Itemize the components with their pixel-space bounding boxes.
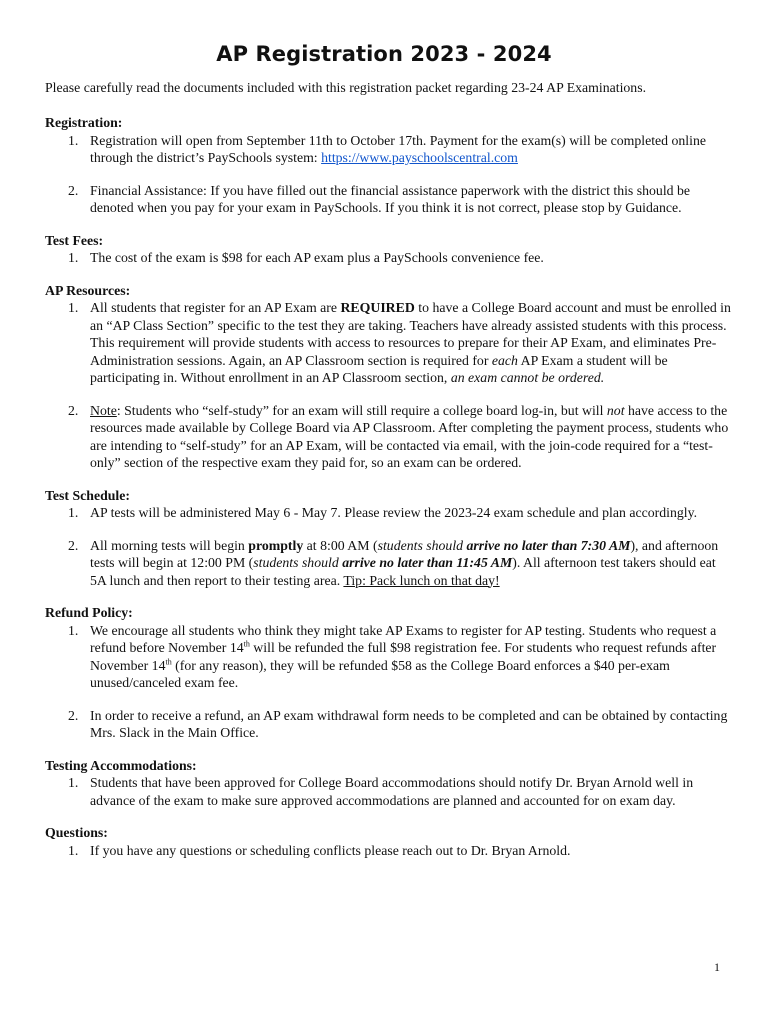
section-ap-resources [45, 282, 735, 472]
refund-policy-list [45, 622, 735, 742]
item-number: 1. [68, 505, 79, 520]
section-test-fees [45, 232, 735, 267]
note-label: Note [90, 402, 117, 418]
item-text: The cost of the exam is $98 for each AP exam plus a PaySchools convenience fee. [90, 250, 544, 265]
ordinal-suffix: th [165, 656, 172, 666]
item-number: 2. [68, 537, 79, 553]
section-refund-policy [45, 604, 735, 742]
item-text: All students that register for an AP Exam are [90, 300, 341, 315]
payschools-link[interactable]: https://www.payschoolscentral.com [321, 150, 518, 165]
item-number: 2. [68, 182, 79, 198]
list-item [45, 842, 735, 860]
item-number: 2. [68, 707, 79, 723]
section-heading: Test Schedule: [45, 487, 130, 503]
list-item [45, 504, 735, 522]
emphasis-cannot-order: an exam cannot be ordered. [450, 370, 605, 385]
page-title: AP Registration 2023 - 2024 [216, 42, 552, 66]
list-item [45, 402, 735, 472]
page-number: 1 [714, 960, 720, 974]
list-item [45, 132, 735, 167]
section-test-schedule [45, 487, 735, 590]
emphasis-arrival-morning: arrive no later than 7:30 AM [466, 537, 631, 553]
section-heading: Refund Policy: [45, 605, 133, 620]
list-item [45, 622, 735, 692]
item-text: Financial Assistance: If you have filled out the financial assistance paperwork with the district this should be denoted when you pay for your exam in PaySchools. If you think it is not correct, please stop by Guidance. [90, 182, 691, 215]
item-text: Registration will open from September 11th to October 17th. Payment for the exam(s) will be completed online through the district’s PaySchools system: [90, 132, 706, 165]
item-text: ), and afternoon tests will begin at 12:00 PM ( [90, 537, 719, 570]
item-number: 1. [68, 775, 79, 790]
list-item [45, 774, 735, 809]
intro-paragraph: Please carefully read the documents included with this registration packet regarding 23-24 AP Examinations. [45, 80, 647, 95]
item-text: If you have any questions or scheduling conflicts please reach out to Dr. Bryan Arnold. [90, 842, 571, 858]
item-number: 2. [68, 402, 79, 418]
section-testing-accommodations [45, 757, 735, 810]
item-number: 1. [68, 842, 79, 858]
emphasis-each: each [491, 352, 518, 368]
item-text: at 8:00 AM ( [303, 537, 378, 553]
item-number: 1. [68, 300, 79, 315]
questions-list [45, 842, 735, 860]
emphasis-promptly: promptly [248, 537, 304, 553]
emphasis-students-should: students should [253, 555, 343, 570]
item-text: All morning tests will begin [90, 537, 249, 553]
item-text: We encourage all students who think they might take AP Exams to register for AP testing. Students who request a refund before November 14 [90, 622, 717, 655]
emphasis-not: not [606, 402, 625, 418]
item-text: AP Exam a student will be participating in. Without enrollment in an AP Classroom section, [90, 352, 668, 385]
ordinal-suffix: th [243, 639, 250, 649]
test-schedule-list [45, 504, 735, 589]
list-item [45, 249, 735, 267]
item-text: : Students who “self-study” for an exam will still require a college board log-in, but will [116, 402, 607, 418]
section-heading: Registration: [45, 115, 123, 130]
list-item [45, 537, 735, 590]
item-text: will be refunded the full $98 registration fee. For students who request refunds after November 14 [90, 640, 717, 673]
testing-accommodations-list [45, 774, 735, 809]
section-questions [45, 824, 735, 859]
item-text: In order to receive a refund, an AP exam withdrawal form needs to be completed and can be obtained by contacting Mrs. Slack in the Main Office. [90, 707, 728, 740]
ap-resources-list [45, 299, 735, 472]
item-number: 1. [68, 250, 79, 265]
item-text: to have a College Board account and must be enrolled in an “AP Class Section” specific to the test they are taking. Teachers have already assisted students with this process. This requirement will provide students with access to resources to prepare for their AP Exam, and eliminates Pre-Administration sessions. Again, an AP Classroom section is required for [90, 300, 731, 368]
section-heading: Questions: [45, 825, 108, 840]
section-registration [45, 114, 735, 217]
section-heading: Test Fees: [45, 232, 104, 248]
item-text: AP tests will be administered May 6 - May 7. Please review the 2023-24 exam schedule and plan accordingly. [90, 505, 698, 520]
emphasis-required: REQUIRED [340, 300, 415, 315]
sections [45, 114, 735, 874]
item-text: ). All afternoon test takers should eat 5A lunch and then report to their testing area. [90, 555, 716, 588]
list-item [45, 707, 735, 742]
emphasis-arrival-afternoon: arrive no later than 11:45 AM [342, 555, 513, 570]
registration-list [45, 132, 735, 217]
item-number: 1. [68, 622, 79, 638]
item-text: Students that have been approved for College Board accommodations should notify Dr. Bryan Arnold well in advance of the exam to make sure approved accommodations are planned and accounted for on exam day. [90, 775, 694, 808]
section-heading: AP Resources: [45, 282, 131, 298]
test-fees-list [45, 249, 735, 267]
item-text: (for any reason), they will be refunded $58 as the College Board enforces a $40 per-exam unused/canceled exam fee. [90, 657, 670, 690]
item-text: have access to the resources made available by College Board via AP Classroom. After completing the payment process, students who are intending to “self-study” for an AP Exam, will be contacted via email, with the join-code required for a “test-only” section of the respective exam they paid for, so an exam can be ordered. [90, 402, 729, 470]
list-item [45, 299, 735, 387]
tip-text: Tip: Pack lunch on that day! [343, 572, 500, 588]
item-number: 1. [68, 132, 79, 148]
emphasis-students-should: students should [377, 537, 467, 553]
section-heading: Testing Accommodations: [45, 757, 197, 773]
list-item [45, 182, 735, 217]
